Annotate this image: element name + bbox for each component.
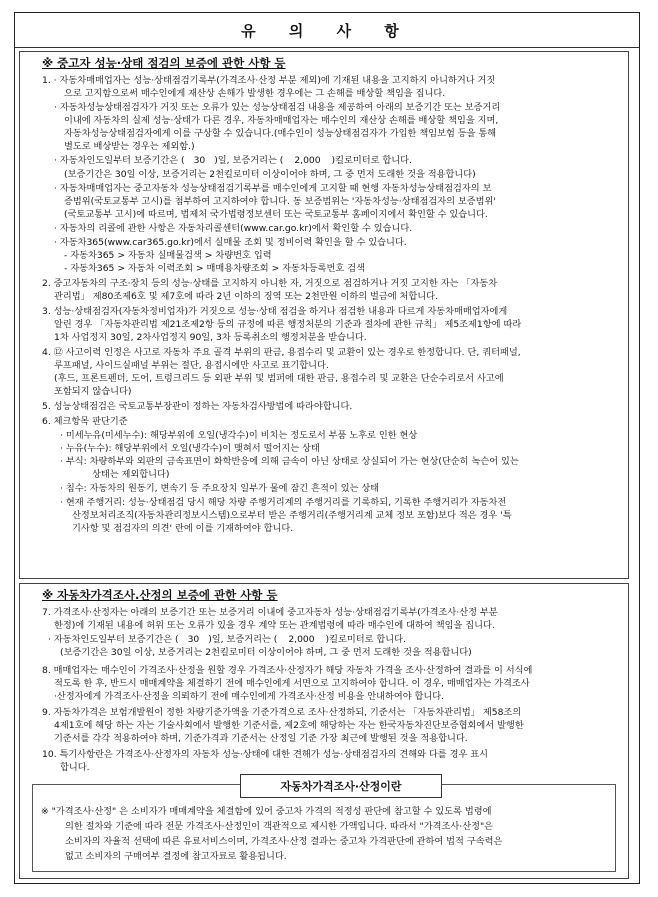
- section-inspection-warranty: [19, 51, 629, 579]
- s1-line: 루프패널, 사이드실패널 부위는 절단, 용접시에만 사고로 표기합니다.: [54, 360, 329, 371]
- section-price-warranty: [19, 583, 629, 879]
- s2-line: (보증기간은 30일 이상, 보증거리는 2천킬로미터 이상이어야 하며, 그 중 먼저 도래한 것을 적용합니다): [60, 647, 472, 658]
- s1-warranty-line: [54, 154, 412, 167]
- s1-line: 1. · 자동차매매업자는 성능·상태점검기록부(가격조사·산정 부분 제외)에 기재된 내용을 고지하지 아니하거나 거짓: [42, 75, 496, 86]
- section2-heading: ※ 자동차가격조사.산정의 보증에 관한 사항 등: [42, 588, 278, 602]
- box-line: 소비자의 자율적 선택에 따른 유료서비스이며, 가격조사·산정 결과는 중고차 가격판단에 관하여 법적 구속력은: [65, 836, 503, 847]
- s1-line: · 자동차365(www.car365.go.kr)에서 실매물 조회 및 정비이력 확인을 할 수 있습니다.: [54, 237, 407, 248]
- s2-line: 4제1호에 해당 하는 자는 기술사회에서 발행한 기준서를, 제2호에 해당하는 자는 한국자동차진단보증협회에서 발행한: [54, 720, 524, 731]
- s1-line: 별도로 배상받는 경우는 제외함.): [64, 141, 195, 152]
- s2-line: 8. 매매업자는 매수인이 가격조사·산정을 원할 경우 가격조사·산정자가 해당 자동차 가격을 조사·산정하여 결과를 이 서식에: [42, 665, 533, 676]
- s1-line: 기사항 및 점검자의 의견' 란에 이를 기재하여야 합니다.: [72, 523, 294, 534]
- s2-line: ·산정자에게 가격조사·산정을 의뢰하기 전에 매수인에게 가격조사·산정 비용을 안내하여야 합니다.: [54, 691, 445, 702]
- s1-line: · 자동차인도일부터 보증기간은 (: [54, 155, 185, 166]
- s1-line: · 자동차매매업자는 중고자동차 성능상태점검기록부를 매수인에게 고지할 때 현행 자동차성능상태점검자의 보: [54, 183, 492, 194]
- s1-line: 알린 경우 「자동차관리법 제21조제2항 등의 규정에 따른 행정처분의 기준과 절차에 관한 규칙」 제5조제1항에 따라: [54, 319, 522, 330]
- box-line: 없고 소비자의 구매여부 결정에 참고자료로 활용됩니다.: [65, 851, 287, 862]
- price-warranty-end-text: )킬로미터로 합니다.: [325, 634, 406, 645]
- box-line: 의한 절차와 기준에 따라 전문 가격조사·산정인이 객관적으로 제시한 가액입니다. 따라서 "가격조사·산정"은: [65, 821, 494, 832]
- s2-line: · 자동차인도일부터 보증기간은 (: [48, 634, 179, 645]
- s1-line: 포함되지 않습니다): [54, 386, 132, 397]
- page-title: 유 의 사 항: [15, 13, 639, 48]
- s1-line: 상태는 제외합니다): [92, 469, 170, 480]
- s1-line: · 누유(누수): 해당부위에서 오일(냉각수)이 맺혀서 떨어지는 상태: [60, 443, 320, 454]
- s1-line: · 현재 주행거리: 성능·상태점검 당시 해당 차량 주행거리계의 주행거리를 기록하되, 기록한 주행거리가 자동차전: [60, 497, 507, 508]
- s1-line: · 자동차성능상태점검자가 거짓 또는 오류가 있는 성능상태점검 내용을 제공하여 아래의 보증기간 또는 보증거리: [54, 102, 501, 113]
- s1-line: 2. 중고자동차의 구조·장치 등의 성능·상태를 고지하지 아니한 자, 거짓으로 점검하거나 거짓 고지한 자는 「자동차: [42, 278, 498, 289]
- price-warranty-km-value: 2,000: [288, 634, 315, 645]
- notice-page: [14, 12, 640, 884]
- s1-line: 5. 성능상태점검은 국토교통부장관이 정하는 자동차검사방법에 따라야합니다.: [42, 401, 353, 412]
- s1-line: 관리법」 제80조제6호 및 제7호에 따라 2년 이하의 징역 또는 2천만원 이하의 벌금에 처합니다.: [54, 291, 438, 302]
- price-warranty-mid-text: )일, 보증거리는 (: [208, 634, 278, 645]
- section1-heading: ※ 중고자 성능·상태 점검의 보증에 관한 사항 등: [42, 56, 286, 70]
- box-line: ※ "가격조사·산정" 은 소비자가 매매계약을 체결함에 있어 중고차 가격의 적정성 판단에 참고할 수 있도록 법령에: [41, 806, 492, 817]
- s1-line: - 자동차365 > 자동차 실매물검색 > 차량번호 입력: [64, 250, 272, 261]
- s1-line: 이내에 자동차의 실제 성능·상태가 다른 경우, 자동차매매업자는 매수인의 재산상 손해를 배상할 책임을 지며,: [64, 115, 499, 126]
- s2-line: 합니다.: [60, 762, 90, 773]
- warranty-end-text: )킬로미터로 합니다.: [331, 155, 412, 166]
- warranty-days-value: 30: [193, 155, 206, 166]
- s2-line: 기준서를 각각 적용하여야 하며, 기준가격과 기준서는 산정일 기준 가장 최근에 발행된 것을 적용합니다.: [54, 733, 468, 744]
- s1-line: (보증기간은 30일 이상, 보증거리는 2천킬로미터 이상이어야 하며, 그 중 먼저 도래한 것을 적용합니다): [64, 169, 476, 180]
- s1-line: (후드, 프론트펜더, 도어, 트렁크리드 등 외판 부위 및 범퍼에 대한 판금, 용접수리 및 교환은 단순수리로서 사고에: [54, 373, 504, 384]
- s1-line: · 자동차의 리콜에 관한 사항은 자동차리콜센터(www.car.go.kr)에서 확인할 수 있습니다.: [54, 223, 413, 234]
- s1-line: · 미세누유(미세누수): 해당부위에 오일(냉각수)이 비치는 정도로서 부품 노후로 인한 현상: [60, 430, 418, 441]
- s1-line: (국토교통부 고시)에 따르며, 법제처 국가법령정보센터 또는 국토교통부 홈페이지에서 확인할 수 있습니다.: [64, 209, 488, 220]
- s2-warranty-line: [48, 633, 406, 646]
- s2-line: 7. 가격조사·산정자는 아래의 보증기간 또는 보증거리 이내에 중고자동차 성능·상태점검기록부(가격조사·산정 부분: [42, 607, 498, 618]
- s2-line: 한정)에 기재된 내용에 허위 또는 오류가 있을 경우 계약 또는 관계법령에 따라 매수인에 대하여 책임을 집니다.: [54, 620, 495, 631]
- s1-line: 자동차성능상태점검자에게 이를 구상할 수 있습니다.(매수인이 성능상태점검자가 가입한 책임보험 등을 통해: [64, 128, 497, 139]
- s2-line: 9. 자동차가격은 보험개발원이 정한 차량기준가액을 기준가격으로 조사·산정하되, 기준서는 「자동차관리법」 제58조의: [42, 707, 522, 718]
- s1-line: 6. 체크항목 판단기준: [42, 416, 128, 427]
- s1-line: - 자동차365 > 자동차 이력조회 > 매매용차량조회 > 자동차등록번호 검색: [64, 263, 365, 274]
- s1-line: 으로 고지함으로써 매수인에게 재산상 손해가 발생한 경우에는 그 손해를 배상할 책임을 집니다.: [64, 88, 446, 99]
- s1-line: 산정보처리조직(자동차관리정보시스템)으로부터 받은 주행거리(주행거리계 교체 정보 포함)보다 적은 경우 '특: [72, 510, 512, 521]
- s2-line: 10. 특기사항란은 가격조사·산정자의 자동차 성능·상태에 대한 견해가 성능·상태점검자의 견해와 다를 경우 표시: [42, 749, 489, 760]
- s2-line: 적도록 한 후, 반드시 매매계약을 체결하기 전에 매수인에게 서면으로 고지하여야 합니다. 이 경우, 매매업자는 가격조사: [54, 678, 530, 689]
- s1-line: 4. ⑫ 사고이력 인정은 사고로 자동차 주요 골격 부위의 판금, 용접수리 및 교환이 있는 경우로 한정합니다. 단, 쿼터패널,: [42, 347, 521, 358]
- s1-line: 증범위(국토교통부 고시)를 첨부하여 고지하여야 합니다. 동 보증범위는 '자동차성능·상태점검자의 보증범위': [64, 196, 496, 207]
- warranty-mid-text: )일, 보증거리는 (: [214, 155, 284, 166]
- s1-line: · 침수: 자동차의 원동기, 변속기 등 주요장치 일부가 물에 잠긴 흔적이 있는 상태: [60, 483, 380, 494]
- warranty-km-value: 2,000: [294, 155, 321, 166]
- s1-line: · 부식: 차량하부와 외판의 금속표면이 화학반응에 의해 금속이 아닌 상태로 상실되어 가는 현상(단순히 녹슨어 있는: [60, 456, 519, 467]
- s1-line: 3. 성능·상태점검자(자동차정비업자)가 거짓으로 성능·상태 점검을 하거나 점검한 내용과 다르게 자동차매매업자에게: [42, 306, 508, 317]
- price-warranty-days-value: 30: [187, 634, 200, 645]
- price-definition-title: 자동차가격조사·산정이란: [240, 774, 442, 798]
- s1-line: 1차 사업정지 30일, 2차사업정지 90일, 3차 등록취소의 행정처분을 받습니다.: [54, 332, 367, 343]
